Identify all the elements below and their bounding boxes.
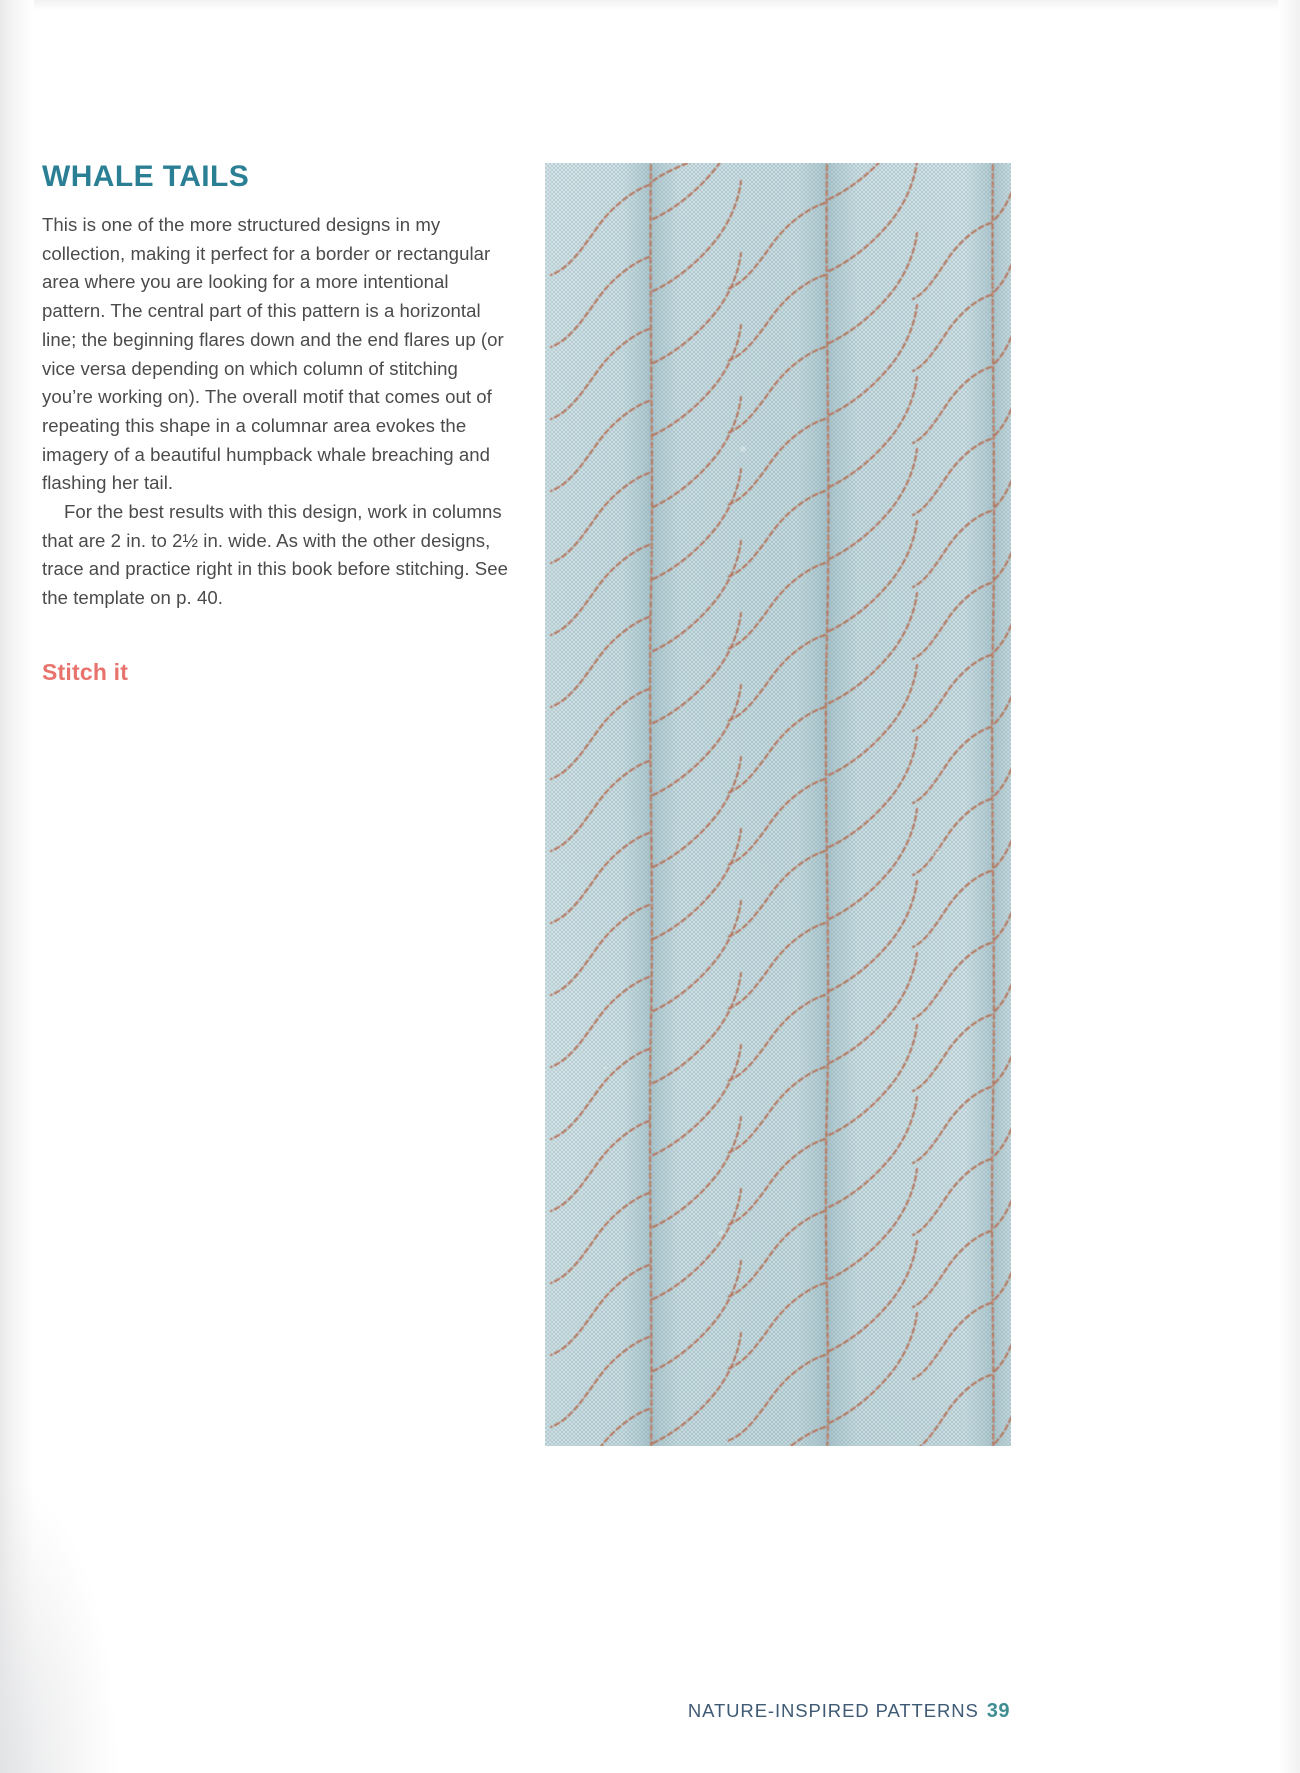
quilting-photo-svg: [545, 163, 1011, 1446]
page-bottom-left-shading: [0, 1473, 120, 1773]
footer-page-number: 39: [986, 1700, 1010, 1722]
page-footer: [0, 1700, 1300, 1723]
page-right-edge-shading: [1278, 0, 1300, 1773]
article-text-column: [42, 160, 514, 686]
article-paragraph-1: This is one of the more structured designs in my collection, making it perfect for a border or rectangular area where you are looking for a more intentional pattern. The central part of this pattern is a horizontal line; the beginning flares down and the end flares up (or vice versa depending on which column of stitching you’re working on). The overall motif that comes out of repeating this shape in a columnar area evokes the imagery of a beautiful humpback whale breaching and flashing her tail.: [42, 214, 504, 494]
article-paragraph-2: For the best results with this design, work in columns that are 2 in. to 2½ in. wide. As with the other designs, trace and practice right in this book before stitching. See the template on p. 40.: [42, 501, 508, 609]
quilting-sample-photo: [545, 163, 1011, 1446]
page-top-shading: [0, 0, 1300, 10]
page-gutter-shading: [0, 0, 34, 1773]
footer-section-title: NATURE-INSPIRED PATTERNS: [687, 1700, 979, 1721]
page-title: WHALE TAILS: [42, 160, 250, 193]
stitch-it-subheading: Stitch it: [42, 658, 129, 685]
